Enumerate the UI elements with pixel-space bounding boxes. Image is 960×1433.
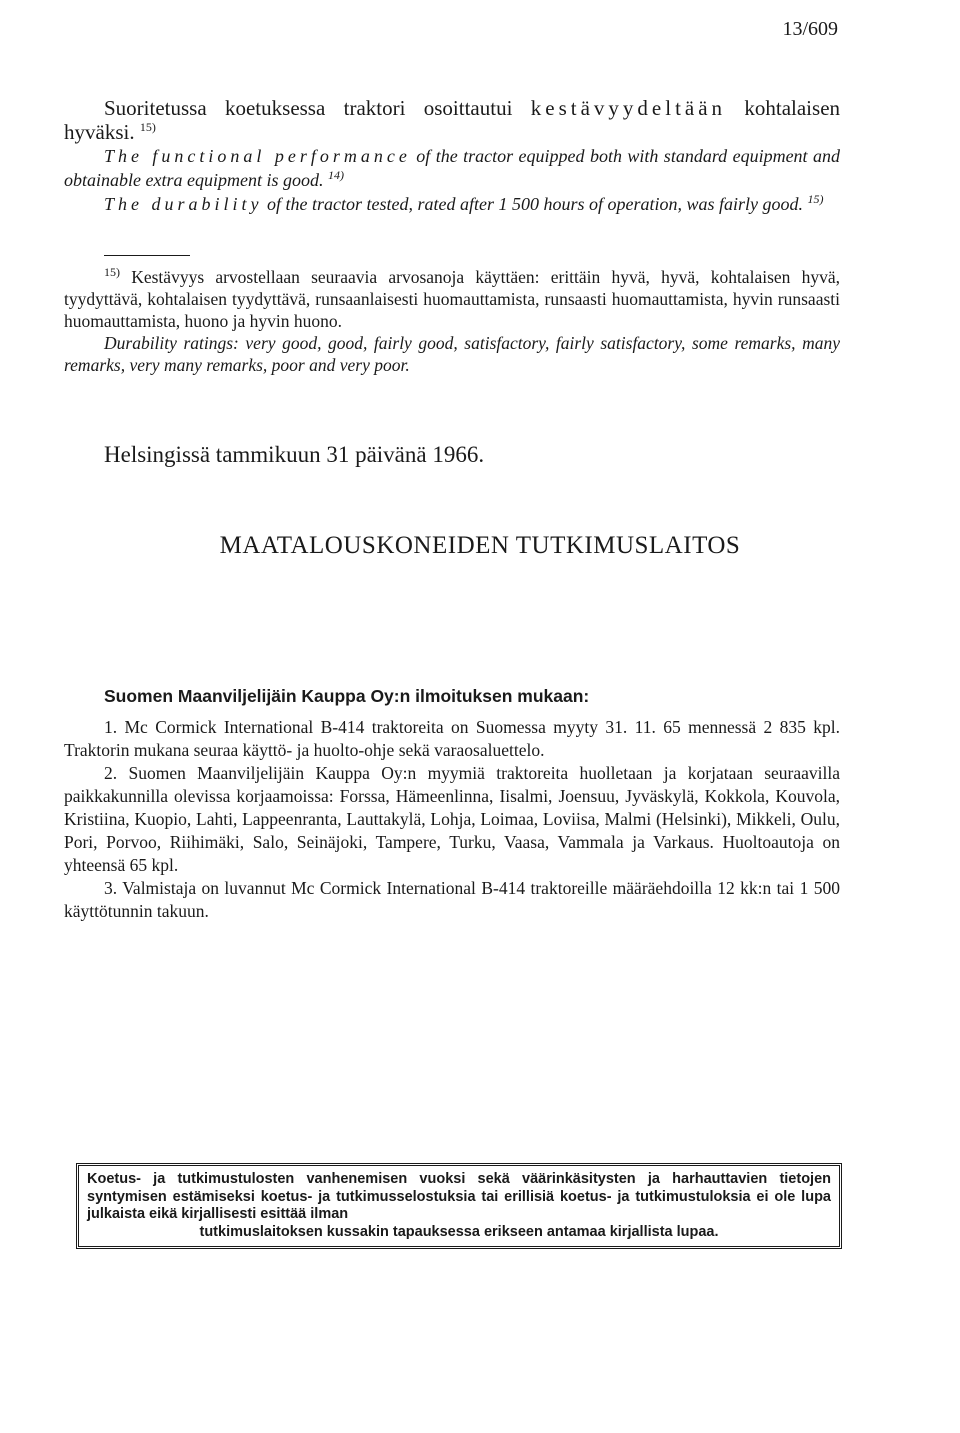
page-number: 13/609 <box>782 18 838 40</box>
disclaimer-text: Koetus- ja tutkimustulosten vanhenemisen vuoksi sekä väärinkäsitysten ja harhauttavien tietojen syntymisen estämiseksi koetus- ja tutkimusselostuksia tai erillisiä koetus- ja tutkimustuloksia ei ole lupa julkaista eikä kirjallisesti esittää ilman <box>87 1171 831 1222</box>
footnote-divider <box>104 255 190 256</box>
footnote-english: Durability ratings: very good, good, fairly good, satisfactory, fairly satisfactory, some remarks, many remarks, very many remarks, poor and very poor. <box>64 333 840 375</box>
conclusion-en1-emphasis: The functional performance <box>104 146 411 166</box>
conclusion-english-performance <box>64 144 840 192</box>
footnote-fi-text: Kestävyys arvostellaan seuraavia arvosanoja käyttäen: erittäin hyvä, hyvä, kohtalaisen hyvä, tyydyttävä, kohtalaisen tyydyttävä, runsaanlaisesti huomauttamista, runsaasti huomauttamista, hyvin runsaasti huomauttamista, huono ja hyvin huono. <box>64 267 840 331</box>
footnote-ref: 14) <box>327 168 344 182</box>
conclusion-en2-emphasis: The durability <box>104 194 263 214</box>
institute-name: MAATALOUSKONEIDEN TUTKIMUSLAITOS <box>219 532 741 559</box>
notice-item-2: 2. Suomen Maanviljelijäin Kauppa Oy:n myymiä traktoreita huolletaan ja korjataan seuraavilla paikkakunnilla olevissa korjaamoissa: Forssa, Hämeenlinna, Iisalmi, Joensuu, Jyväskylä, Kokkola, Kouvola, Kristiina, Kuopio, Lahti, Lappeenranta, Lauttakylä, Lohja, Loimaa, Loviisa, Malmi (Helsinki), Mikkeli, Oulu, Pori, Porvoo, Riihimäki, Salo, Seinäjoki, Tampere, Turku, Vaasa, Vammala ja Varkaus. Huoltoautoja on yhteensä 65 kpl. <box>64 763 840 875</box>
place-date: Helsingissä tammikuun 31 päivänä 1966. <box>104 442 485 467</box>
conclusion-fi-emphasis: kestävyydeltään <box>530 96 727 120</box>
conclusion-en2-text: of the tractor tested, rated after 1 500 hours of operation, was fairly good. <box>267 194 803 214</box>
footnote-marker: 15) <box>104 265 120 280</box>
conclusion-fi-text: Suoritetussa koetuksessa traktori osoittautui <box>104 96 513 120</box>
footnote-finnish <box>64 266 840 332</box>
conclusion-english-durability <box>64 192 840 216</box>
footnote-ref: 15) <box>139 120 156 134</box>
notice-item-1: 1. Mc Cormick International B-414 traktoreita on Suomessa myyty 31. 11. 65 mennessä 2 835 kpl. Traktorin mukana seuraa käyttö- ja huolto-ohje sekä varaosaluettelo. <box>64 717 840 760</box>
footnote-ref: 15) <box>807 192 824 206</box>
disclaimer-box <box>76 1163 842 1249</box>
conclusion-section <box>64 96 840 216</box>
conclusion-en1-text: of the tractor equipped both with standard equipment and obtainable extra equipment is good. <box>64 146 840 190</box>
notice-section <box>64 716 840 923</box>
notice-heading: Suomen Maanviljelijäin Kauppa Oy:n ilmoituksen mukaan: <box>104 686 590 706</box>
footnote-section <box>64 266 840 376</box>
conclusion-fi-text-end: kohtalaisen hyväksi. <box>64 96 841 144</box>
notice-item-3: 3. Valmistaja on luvannut Mc Cormick International B-414 traktoreille määräehdoilla 12 kk:n tai 1 500 käyttötunnin takuun. <box>64 878 840 921</box>
conclusion-finnish <box>64 96 840 144</box>
disclaimer-last-line: tutkimuslaitoksen kussakin tapauksessa erikseen antamaa kirjallista lupaa. <box>199 1223 719 1240</box>
